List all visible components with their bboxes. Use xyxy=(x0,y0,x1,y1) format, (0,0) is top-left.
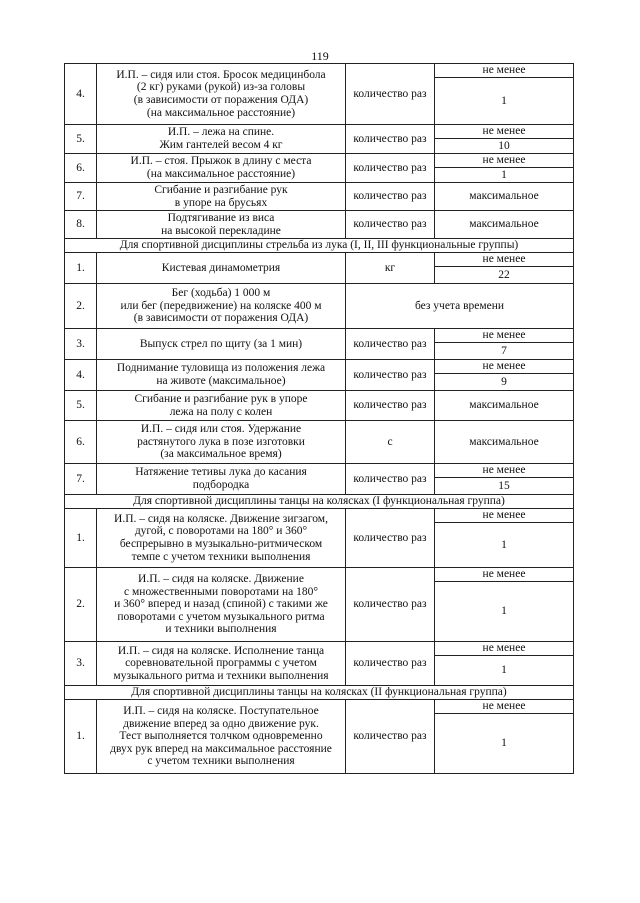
norm-value: 7 xyxy=(435,343,574,360)
norm-value: 1 xyxy=(435,656,574,686)
norm-label: не менее xyxy=(435,568,574,582)
merged-value: без учета времени xyxy=(346,284,574,329)
table-row xyxy=(65,154,574,168)
row-number: 4. xyxy=(65,360,97,391)
norm-value: 1 xyxy=(435,523,574,568)
norm-label: не менее xyxy=(435,509,574,523)
table-row xyxy=(65,391,574,421)
row-number: 3. xyxy=(65,642,97,686)
unit-of-measure: количество раз xyxy=(346,568,435,642)
unit-of-measure: количество раз xyxy=(346,391,435,421)
norm-value: 15 xyxy=(435,478,574,495)
unit-of-measure: количество раз xyxy=(346,125,435,154)
table-row xyxy=(65,284,574,329)
exercise-description: И.П. – сидя или стоя. Бросок медицинбола (2 кг) руками (рукой) из-за головы (в зависимости от поражения ОДА) (на максимальное расстояние) xyxy=(97,64,346,125)
norm-value: 22 xyxy=(435,267,574,284)
unit-of-measure: количество раз xyxy=(346,64,435,125)
row-number: 3. xyxy=(65,329,97,360)
exercise-description: Поднимание туловища из положения лежа на животе (максимальное) xyxy=(97,360,346,391)
row-number: 1. xyxy=(65,253,97,284)
unit-of-measure: количество раз xyxy=(346,509,435,568)
unit-of-measure: с xyxy=(346,421,435,464)
row-number: 2. xyxy=(65,568,97,642)
exercise-description: И.П. – стоя. Прыжок в длину с места (на максимальное расстояние) xyxy=(97,154,346,183)
norm-label: не менее xyxy=(435,464,574,478)
exercise-description: И.П. – сидя на коляске. Поступательное движение вперед за одно движение рук. Тест выполняется толчком одновременно двух рук вперед на максимальное расстояние с учетом техники выполнения xyxy=(97,700,346,774)
table-row xyxy=(65,125,574,139)
row-number: 1. xyxy=(65,700,97,774)
row-number: 6. xyxy=(65,421,97,464)
norm-label: не менее xyxy=(435,360,574,374)
exercise-description: И.П. – сидя на коляске. Движение с множественными поворотами на 180° и 360° вперед и назад (спиной) с такими же поворотами с учетом музыкального ритма и техники выполнения xyxy=(97,568,346,642)
table-row xyxy=(65,568,574,582)
exercise-description: Сгибание и разгибание рук в упоре на брусьях xyxy=(97,183,346,211)
norm-label: не менее xyxy=(435,154,574,168)
row-number: 7. xyxy=(65,464,97,495)
section-title: Для спортивной дисциплины стрельба из лука (I, II, III функциональные группы) xyxy=(65,239,574,253)
exercise-description: Выпуск стрел по щиту (за 1 мин) xyxy=(97,329,346,360)
table-row xyxy=(65,464,574,478)
table-row xyxy=(65,64,574,78)
row-number: 6. xyxy=(65,154,97,183)
exercise-description: И.П. – лежа на спине. Жим гантелей весом 4 кг xyxy=(97,125,346,154)
table-row xyxy=(65,329,574,343)
norm-label: не менее xyxy=(435,64,574,78)
exercise-description: И.П. – сидя или стоя. Удержание растянутого лука в позе изготовки (за максимальное время) xyxy=(97,421,346,464)
table-row xyxy=(65,253,574,267)
table-row xyxy=(65,360,574,374)
row-number: 4. xyxy=(65,64,97,125)
section-header-row xyxy=(65,686,574,700)
norm-label: не менее xyxy=(435,329,574,343)
exercise-description: Сгибание и разгибание рук в упоре лежа на полу с колен xyxy=(97,391,346,421)
unit-of-measure: количество раз xyxy=(346,183,435,211)
row-number: 7. xyxy=(65,183,97,211)
norm-value: максимальное xyxy=(435,211,574,239)
unit-of-measure: количество раз xyxy=(346,700,435,774)
norm-label: не менее xyxy=(435,642,574,656)
norm-value: 1 xyxy=(435,714,574,774)
norm-value: 1 xyxy=(435,168,574,183)
norm-label: не менее xyxy=(435,700,574,714)
row-number: 1. xyxy=(65,509,97,568)
section-title: Для спортивной дисциплины танцы на колясках (I функциональная группа) xyxy=(65,495,574,509)
table-row xyxy=(65,509,574,523)
norm-value: максимальное xyxy=(435,183,574,211)
unit-of-measure: количество раз xyxy=(346,464,435,495)
unit-of-measure: кг xyxy=(346,253,435,284)
norm-value: 9 xyxy=(435,374,574,391)
table-row xyxy=(65,421,574,464)
table-row xyxy=(65,642,574,656)
norm-value: 1 xyxy=(435,582,574,642)
unit-of-measure: количество раз xyxy=(346,360,435,391)
exercise-description: Кистевая динамометрия xyxy=(97,253,346,284)
row-number: 5. xyxy=(65,125,97,154)
norm-value: 1 xyxy=(435,78,574,125)
page-number: 119 xyxy=(311,49,329,63)
section-title: Для спортивной дисциплины танцы на колясках (II функциональная группа) xyxy=(65,686,574,700)
norm-value: 10 xyxy=(435,139,574,154)
norm-value: максимальное xyxy=(435,421,574,464)
table-row xyxy=(65,183,574,211)
unit-of-measure: количество раз xyxy=(346,329,435,360)
norm-value: максимальное xyxy=(435,391,574,421)
unit-of-measure: количество раз xyxy=(346,211,435,239)
unit-of-measure: количество раз xyxy=(346,154,435,183)
row-number: 5. xyxy=(65,391,97,421)
norm-label: не менее xyxy=(435,253,574,267)
row-number: 2. xyxy=(65,284,97,329)
section-header-row xyxy=(65,495,574,509)
exercise-description: И.П. – сидя на коляске. Исполнение танца соревновательной программы с учетом музыкального ритма и техники выполнения xyxy=(97,642,346,686)
exercise-description: Натяжение тетивы лука до касания подбородка xyxy=(97,464,346,495)
row-number: 8. xyxy=(65,211,97,239)
unit-of-measure: количество раз xyxy=(346,642,435,686)
table-row xyxy=(65,211,574,239)
standards-table xyxy=(64,63,574,774)
norm-label: не менее xyxy=(435,125,574,139)
section-header-row xyxy=(65,239,574,253)
table-row xyxy=(65,700,574,714)
exercise-description: Бег (ходьба) 1 000 м или бег (передвижение) на коляске 400 м (в зависимости от поражения ОДА) xyxy=(97,284,346,329)
exercise-description: И.П. – сидя на коляске. Движение зигзагом, дугой, с поворотами на 180° и 360° беспрерывно в музыкально-ритмическом темпе с учетом техники выполнения xyxy=(97,509,346,568)
exercise-description: Подтягивание из виса на высокой перекладине xyxy=(97,211,346,239)
